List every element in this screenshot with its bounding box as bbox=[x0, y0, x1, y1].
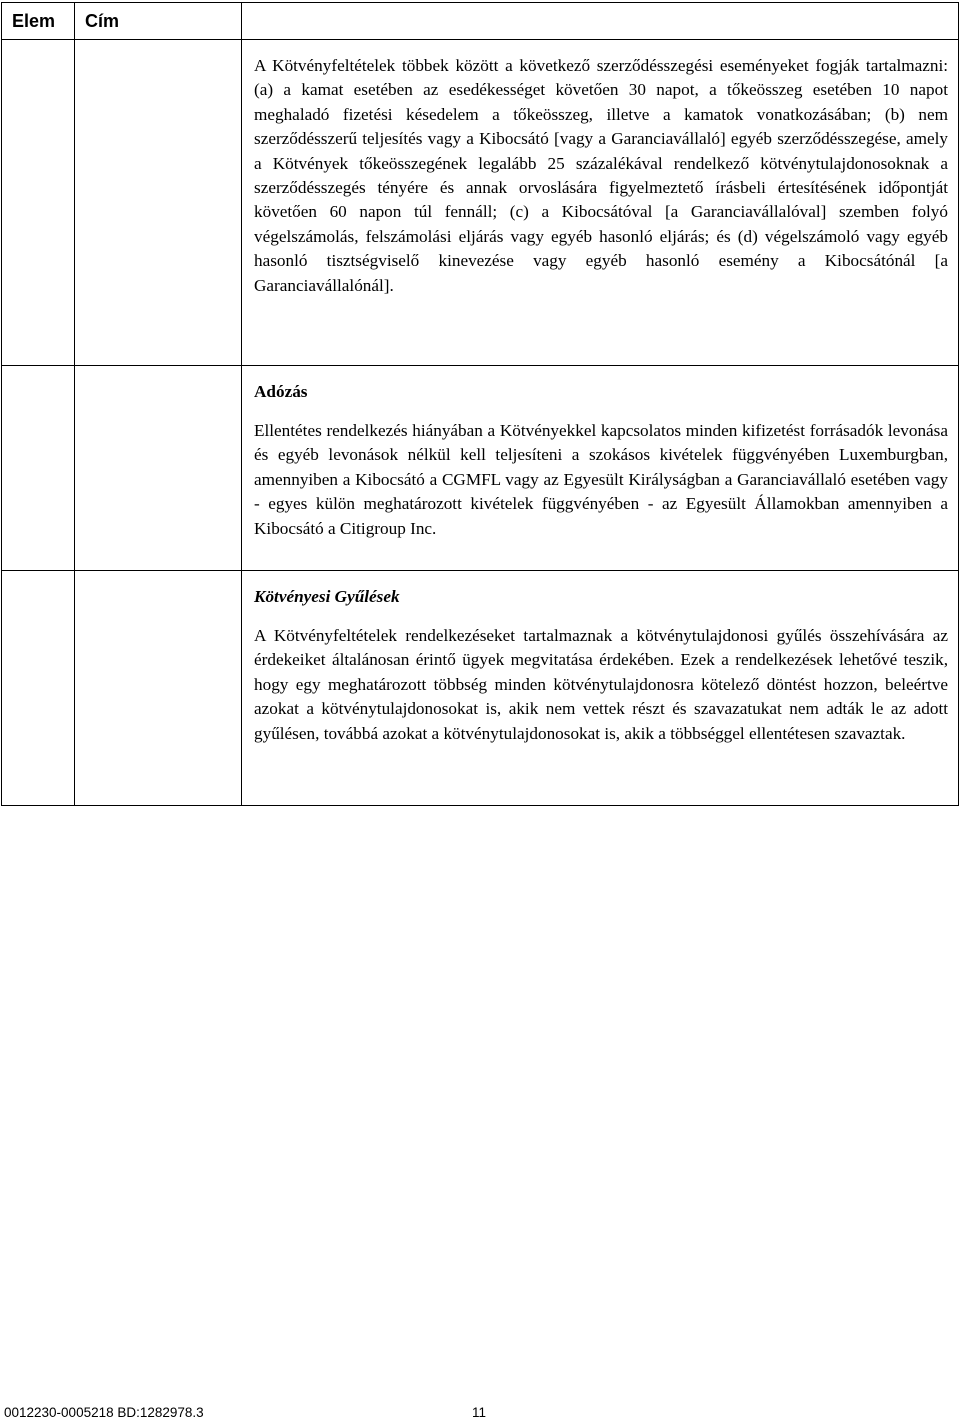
document-table bbox=[1, 2, 959, 806]
table-header-row bbox=[2, 3, 959, 40]
row-cim-cell bbox=[75, 40, 242, 366]
row-body-cell bbox=[242, 40, 959, 366]
table-row bbox=[2, 571, 959, 806]
row-elem-cell bbox=[2, 571, 75, 806]
table-row bbox=[2, 40, 959, 366]
row-elem-cell bbox=[2, 40, 75, 366]
default-events-paragraph: A Kötvényfeltételek többek között a következő szerződésszegési eseményeket fogják tartalmazni: (a) a kamat esetében az esedékességet követően 30 napot, a tőkeösszeg esetében 10 napot meghaladó fizetési késedelem a tőkeösszeg, illetve a kamatok vonatkozásában; (b) nem szerződésszerű teljesítés vagy a Kibocsátó [vagy a Garanciavállaló] egyéb szerződésszegése, amely a Kötvények tőkeösszegének legalább 25 százalékával rendelkező kötvénytulajdonosoknak a szerződésszegés tényére és annak orvoslására figyelmeztető írásbeli értesítésének időpontját követően 60 napon túl fennáll; (c) a Kibocsátóval [a Garanciavállalóval] szemben folyó végelszámolás, felszámolási eljárás vagy egyéb hasonló eljárás; és (d) végelszámoló vagy egyéb hasonló tisztségviselő kinevezése vagy egyéb hasonló esemény a Kibocsátónál [a Garanciavállalónál]. bbox=[254, 56, 948, 295]
footer-doc-id: 0012230-0005218 BD:1282978.3 bbox=[4, 1405, 204, 1420]
adozas-paragraph: Ellentétes rendelkezés hiányában a Kötvényekkel kapcsolatos minden kifizetést forrásadók levonása és egyéb levonások nélkül kell teljesíteni a szokásos kivételek függvényében Luxemburgban, amennyiben a Kibocsátó a CGMFL vagy az Egyesült Királyságban a Garanciavállaló esetében vagy - egyes külön meghatározott kivételek függvényében - az Egyesült Államokban amennyiben a Kibocsátó a Citigroup Inc. bbox=[254, 421, 948, 538]
row-elem-cell bbox=[2, 366, 75, 571]
row-cim-cell bbox=[75, 366, 242, 571]
header-elem: Elem bbox=[2, 3, 75, 40]
section-title-kotvenyesi-gyulesek: Kötvényesi Gyűlések bbox=[254, 587, 400, 606]
gyulesek-paragraph: A Kötvényfeltételek rendelkezéseket tartalmaznak a kötvénytulajdonosi gyűlés összehívására az érdekeiket általánosan érintő ügyek megvitatása érdekében. Ezek a rendelkezések lehetővé teszik, hogy egy meghatározott többség minden kötvénytulajdonosra kötelező döntést hozzon, beleértve azokat a kötvénytulajdonosokat is, akik nem vettek részt és szavazatukat nem adták le az adott gyűlésen, továbbá azokat a kötvénytulajdonosokat is, akik a többséggel ellentétesen szavaztak. bbox=[254, 626, 948, 743]
section-title-adozas: Adózás bbox=[254, 382, 308, 401]
header-body-empty bbox=[242, 3, 959, 40]
header-cim: Cím bbox=[75, 3, 242, 40]
footer-page-number: 11 bbox=[472, 1405, 487, 1420]
row-body-cell bbox=[242, 571, 959, 806]
table-row bbox=[2, 366, 959, 571]
row-body-cell bbox=[242, 366, 959, 571]
row-cim-cell bbox=[75, 571, 242, 806]
